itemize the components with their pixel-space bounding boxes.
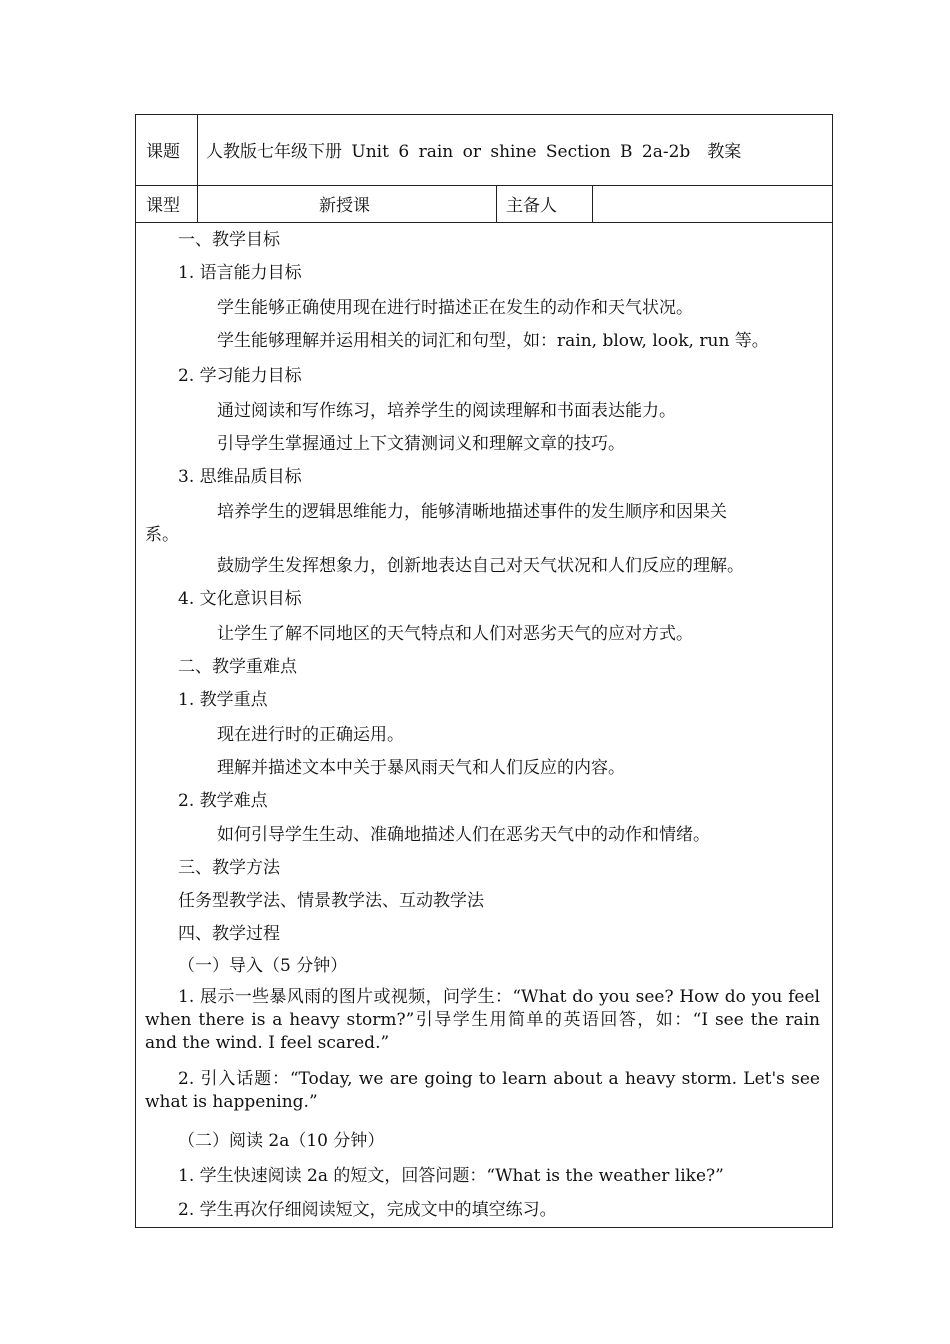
- paragraph: 1. 展示一些暴风雨的图片或视频，问学生：“What do you see? How do you feel when there is a heavy storm?”引导学生用简单的英语回答，如：“I see the rain and the wind. I feel scared.”: [145, 987, 820, 1053]
- section-heading: 二、教学重难点: [178, 657, 297, 677]
- subsection-heading: 4. 文化意识目标: [178, 589, 302, 609]
- type-value: 新授课: [319, 196, 370, 216]
- paragraph: 鼓励学生发挥想象力，创新地表达自己对天气状况和人们反应的理解。: [217, 556, 744, 576]
- paragraph: 理解并描述文本中关于暴风雨天气和人们反应的内容。: [217, 758, 625, 778]
- section-heading: 四、教学过程: [178, 924, 280, 944]
- paragraph: 培养学生的逻辑思维能力，能够清晰地描述事件的发生顺序和因果关: [217, 502, 727, 522]
- paragraph: 通过阅读和写作练习，培养学生的阅读理解和书面表达能力。: [217, 401, 676, 421]
- subsection-heading: （二）阅读 2a（10 分钟）: [178, 1131, 385, 1151]
- preparer-label: 主备人: [506, 196, 557, 216]
- paragraph: 任务型教学法、情景教学法、互动教学法: [178, 891, 484, 911]
- subsection-heading: 2. 学习能力目标: [178, 366, 302, 386]
- col-divider: [592, 185, 593, 222]
- col-divider: [496, 185, 497, 222]
- paragraph: 现在进行时的正确运用。: [217, 725, 404, 745]
- topic-value: 人教版七年级下册 Unit 6 rain or shine Section B 2a-2b 教案: [206, 142, 742, 162]
- col-divider: [197, 115, 198, 222]
- subsection-heading: （一）导入（5 分钟）: [178, 956, 348, 976]
- row-divider: [136, 185, 832, 186]
- paragraph-continuation: 系。: [145, 525, 179, 545]
- paragraph: 2. 引入话题：“Today, we are going to learn about a heavy storm. Let's see what is happening.”: [145, 1069, 820, 1112]
- lesson-plan-table: [135, 114, 833, 1228]
- paragraph: 如何引导学生生动、准确地描述人们在恶劣天气中的动作和情绪。: [217, 825, 710, 845]
- paragraph: 引导学生掌握通过上下文猜测词义和理解文章的技巧。: [217, 434, 625, 454]
- topic-label: 课题: [146, 142, 180, 162]
- paragraph: 1. 学生快速阅读 2a 的短文，回答问题：“What is the weather like?”: [178, 1166, 724, 1186]
- subsection-heading: 1. 语言能力目标: [178, 263, 302, 283]
- paragraph: 让学生了解不同地区的天气特点和人们对恶劣天气的应对方式。: [217, 624, 693, 644]
- paragraph: 学生能够正确使用现在进行时描述正在发生的动作和天气状况。: [217, 298, 693, 318]
- section-heading: 一、教学目标: [178, 230, 280, 250]
- type-label: 课型: [146, 196, 180, 216]
- subsection-heading: 3. 思维品质目标: [178, 467, 302, 487]
- paragraph: 学生能够理解并运用相关的词汇和句型，如：rain, blow, look, run 等。: [217, 331, 769, 351]
- row-divider: [136, 222, 832, 223]
- subsection-heading: 2. 教学难点: [178, 791, 268, 811]
- subsection-heading: 1. 教学重点: [178, 690, 268, 710]
- paragraph: 2. 学生再次仔细阅读短文，完成文中的填空练习。: [178, 1200, 557, 1220]
- section-heading: 三、教学方法: [178, 858, 280, 878]
